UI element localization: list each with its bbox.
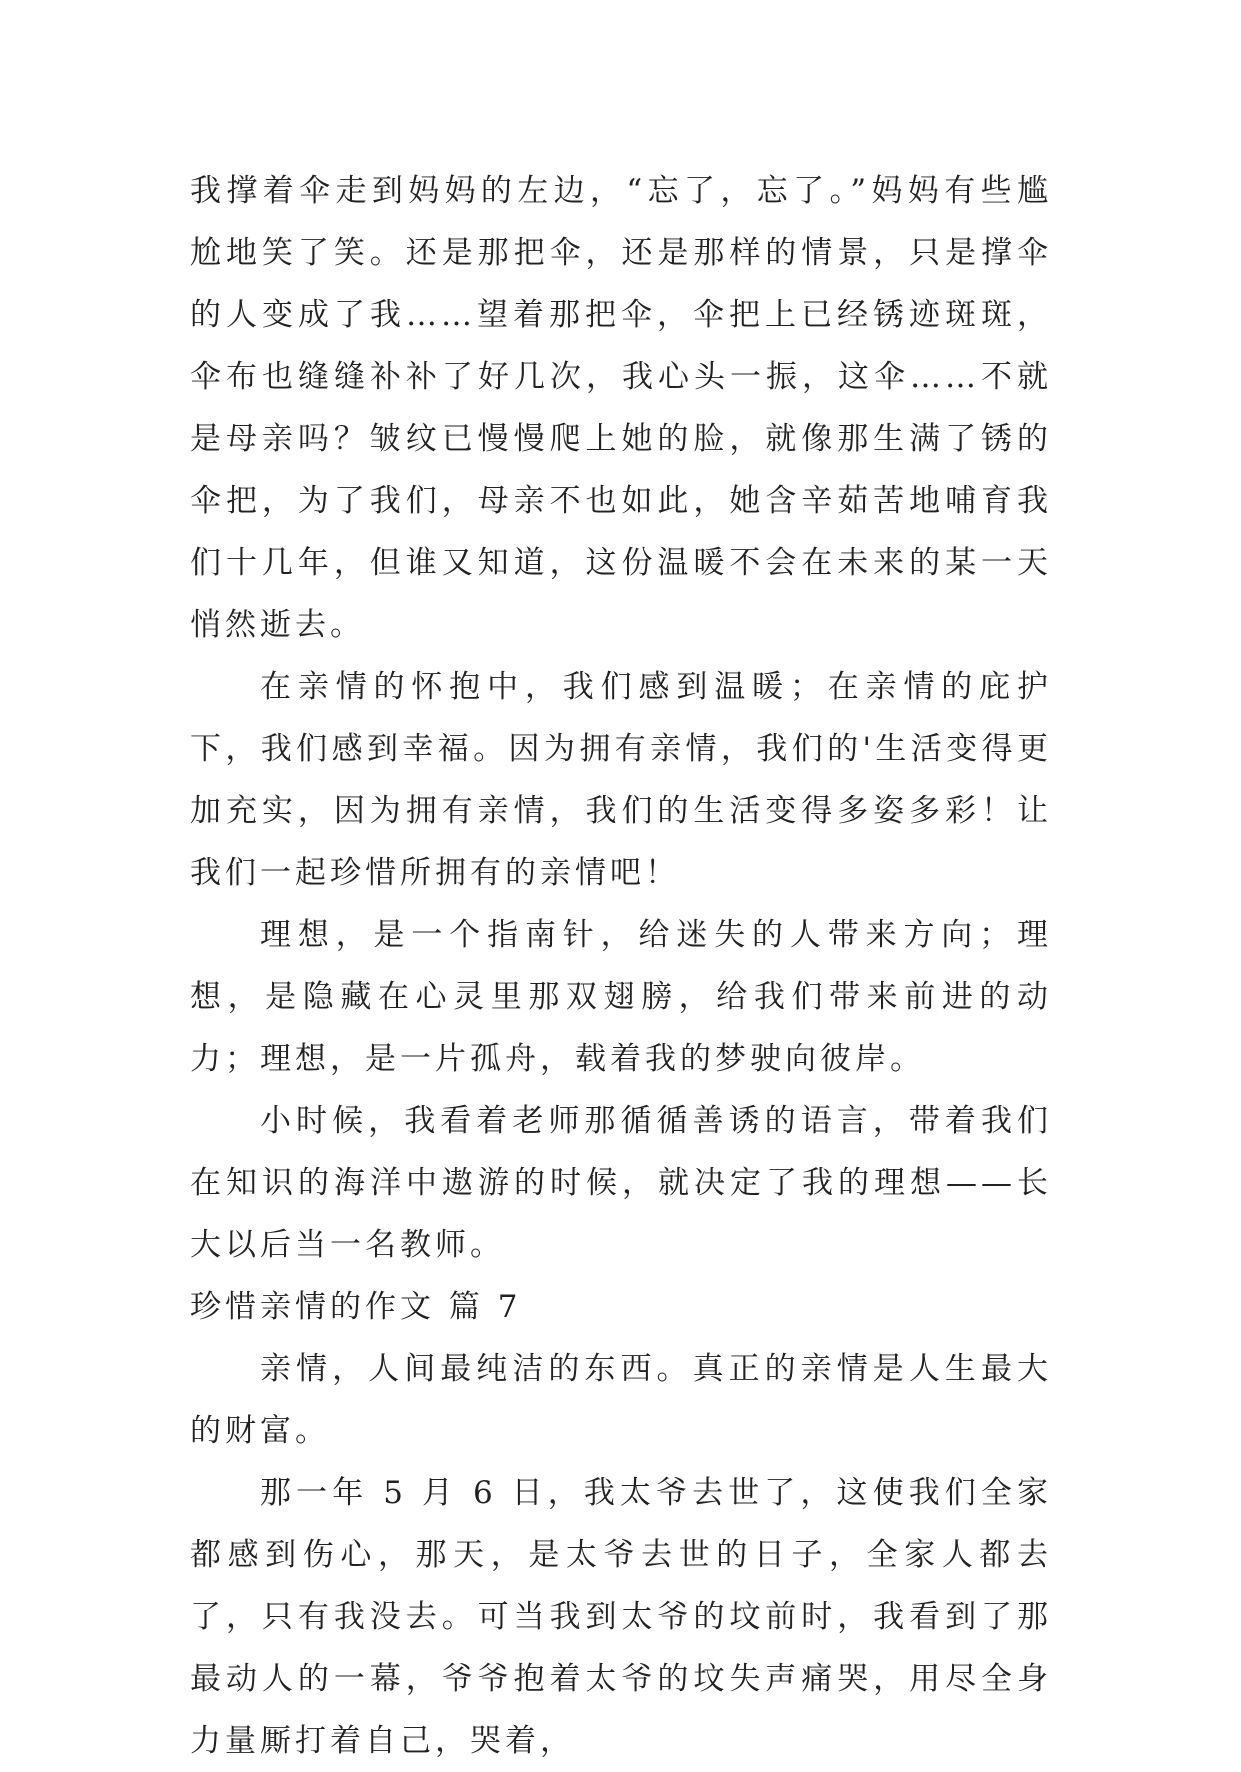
- section-heading: 珍惜亲情的作文 篇 7: [190, 1289, 522, 1325]
- paragraph-umbrella: 我撑着伞走到妈妈的左边，“忘了，忘了。”妈妈有些尴尬地笑了笑。还是那把伞，还是那样的情景，只是撑伞的人变成了我……望着那把伞，伞把上已经锈迹斑斑，伞布也缝缝补补了好几次，我心头一振，这伞……不就是母亲吗？皱纹已慢慢爬上她的脸，就像那生满了锈的伞把，为了我们，母亲不也如此，她含辛茹苦地哺育我们十几年，但谁又知道，这份温暖不会在未来的某一天悄然逝去。: [190, 173, 1052, 643]
- paragraph-ideal: 理想，是一个指南针，给迷失的人带来方向；理想，是隐藏在心灵里那双翅膀，给我们带来前进的动力；理想，是一片孤舟，载着我的梦驶向彼岸。: [190, 917, 1052, 1077]
- paragraph-childhood: 小时候，我看着老师那循循善诱的语言，带着我们在知识的海洋中遨游的时候，就决定了我的理想——长大以后当一名教师。: [190, 1103, 1052, 1263]
- document-body: [190, 160, 1052, 1772]
- paragraph-great-grandfather: 那一年 5 月 6 日，我太爷去世了，这使我们全家都感到伤心，那天，是太爷去世的日子，全家人都去了，只有我没去。可当我到太爷的坟前时，我看到了那最动人的一幕，爷爷抱着太爷的坟失声痛哭，用尽全身力量厮打着自己，哭着，: [190, 1475, 1052, 1759]
- paragraph-family-treasure: 亲情，人间最纯洁的东西。真正的亲情是人生最大的财富。: [190, 1351, 1052, 1449]
- paragraph-family-warmth: 在亲情的怀抱中，我们感到温暖；在亲情的庇护下，我们感到幸福。因为拥有亲情，我们的'生活变得更加充实，因为拥有亲情，我们的生活变得多姿多彩！让我们一起珍惜所拥有的亲情吧！: [190, 669, 1052, 891]
